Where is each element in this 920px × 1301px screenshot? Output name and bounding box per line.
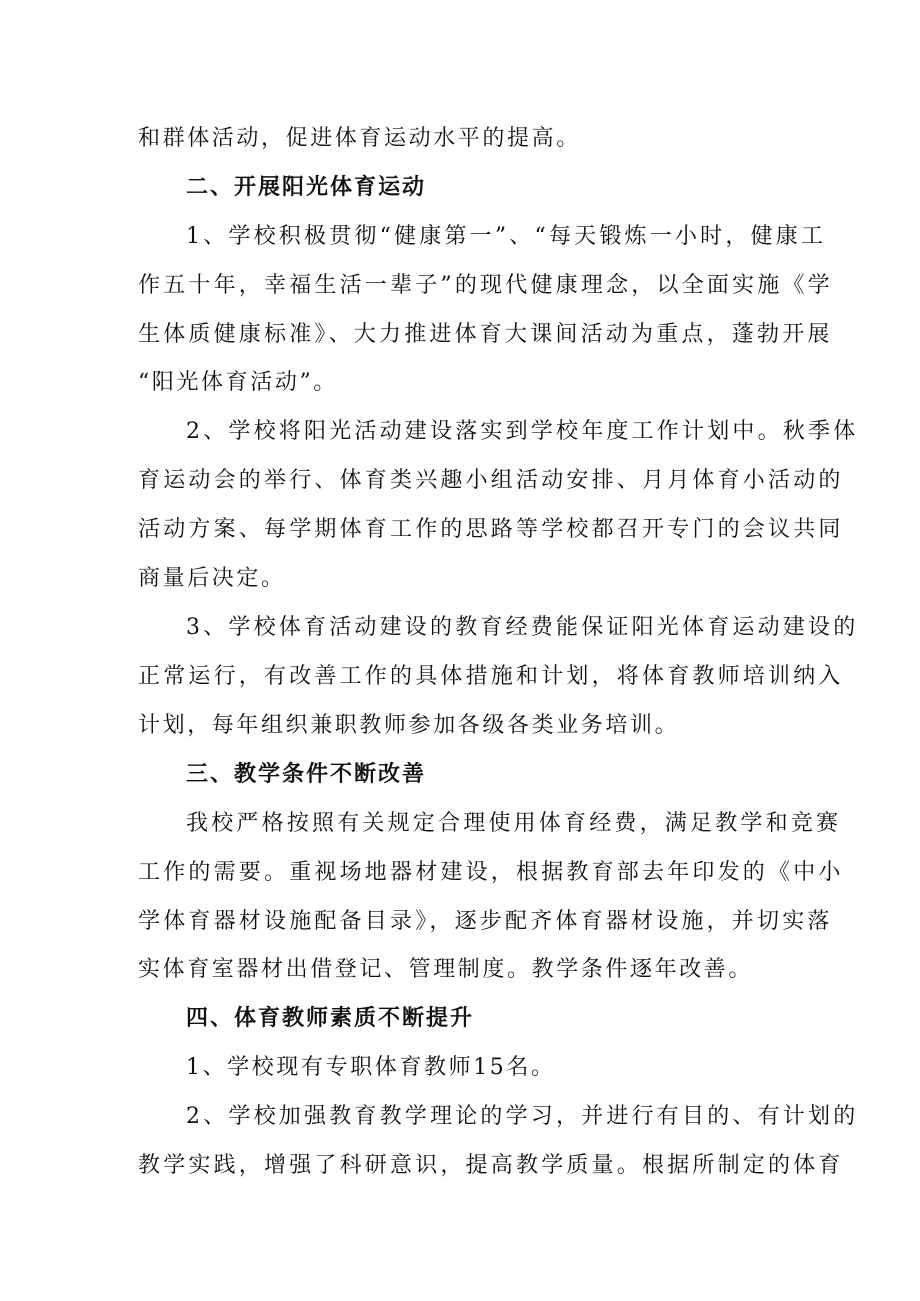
paragraph-line: 1、学校积极贯彻“健康第一”、“每天锻炼一小时，健康工 (186, 224, 827, 249)
paragraph-line: 2、学校加强教育教学理论的学习，并进行有目的、有计划的 (186, 1104, 859, 1129)
section-heading-4: 四、体育教师素质不断提升 (186, 1006, 475, 1031)
paragraph-line: 和群体活动，促进体育运动水平的提高。 (138, 126, 581, 151)
paragraph-line: 实体育室器材出借登记、管理制度。教学条件逐年改善。 (138, 957, 754, 982)
paragraph-line: 教学实践，增强了科研意识，提高教学质量。根据所制定的体育 (138, 1153, 844, 1178)
paragraph-line: 2、学校将阳光活动建设落实到学校年度工作计划中。秋季体 (186, 419, 859, 444)
paragraph-line: 我校严格按照有关规定合理使用体育经费，满足教学和竞赛 (186, 811, 842, 836)
paragraph-line: 商量后决定。 (138, 566, 286, 591)
paragraph-line: 3、学校体育活动建设的教育经费能保证阳光体育运动建设的 (186, 615, 859, 640)
paragraph-line: 正常运行，有改善工作的具体措施和计划，将体育教师培训纳入 (138, 664, 844, 689)
paragraph-line: 作五十年，幸福生活一辈子”的现代健康理念，以全面实施《学 (138, 273, 833, 298)
section-heading-2: 二、开展阳光体育运动 (186, 175, 427, 200)
paragraph-line: 生体质健康标准》、大力推进体育大课间活动为重点，蓬勃开展 (138, 322, 833, 347)
paragraph-line: 1、学校现有专职体育教师15名。 (186, 1055, 556, 1080)
paragraph-line: 计划，每年组织兼职教师参加各级各类业务培训。 (138, 713, 680, 738)
paragraph-line: “阳光体育活动”。 (138, 370, 338, 395)
section-heading-3: 三、教学条件不断改善 (186, 762, 427, 787)
paragraph-line: 学体育器材设施配备目录》，逐步配齐体育器材设施，并切实落 (138, 909, 833, 934)
paragraph-line: 工作的需要。重视场地器材建设，根据教育部去年印发的《中小 (138, 860, 844, 885)
paragraph-line: 活动方案、每学期体育工作的思路等学校都召开专门的会议共同 (138, 517, 844, 542)
paragraph-line: 育运动会的举行、体育类兴趣小组活动安排、月月体育小活动的 (138, 468, 844, 493)
